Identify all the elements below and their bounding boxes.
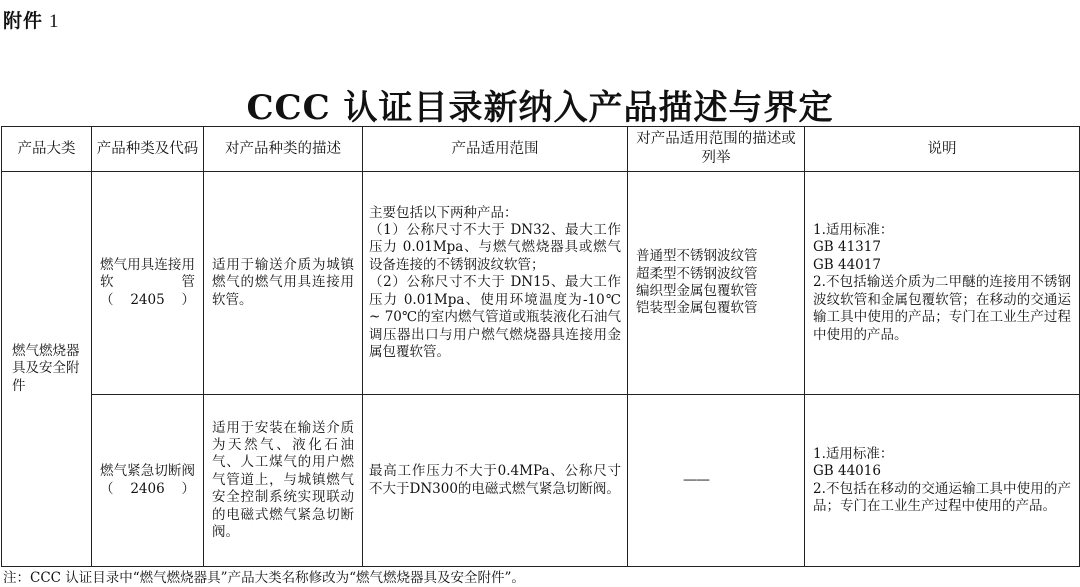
product-table <box>1 126 1080 567</box>
product-code: （2405） <box>100 291 195 308</box>
attachment-number: 1 <box>49 11 60 32</box>
category-cell <box>2 172 92 567</box>
table-header-row <box>2 127 1080 172</box>
product-description-cell <box>204 172 363 395</box>
column-header-scope-list: 对产品适用范围的描述或列举 <box>628 127 805 172</box>
table-row <box>2 172 1080 395</box>
empty-dash: —— <box>683 471 709 488</box>
category-text: 燃气燃烧器具及安全附件 <box>12 342 80 394</box>
note-exclusion: 2.不包括输送介质为二甲醚的连接用不锈钢波纹软管和金属包覆软管；在移动的交通运输工具中使用的产品；专门在工业生产过程中使用的产品。 <box>813 274 1071 343</box>
scope-item-2: （2）公称尺寸不大于 DN15、最大工作压力 0.01Mpa、使用环境温度为-10℃ ~ 70℃的室内燃气管道或瓶装液化石油气调压器出口与用户燃气燃烧器具连接用金属包覆软管。 <box>369 274 621 360</box>
note-standard-label: 1.适用标准： <box>813 445 894 462</box>
scope-cell <box>363 395 628 567</box>
document-title: CCC 认证目录新纳入产品描述与界定 <box>246 88 834 128</box>
product-code-cell <box>92 172 204 395</box>
scope-text: 最高工作压力不大于0.4MPa、公称尺寸不大于DN300的电磁式燃气紧急切断阀。 <box>369 463 621 497</box>
footnote: 注：CCC 认证目录中“燃气燃烧器具”产品大类名称修改为“燃气燃烧器具及安全附件”。 <box>3 570 525 586</box>
product-description-cell <box>204 395 363 567</box>
column-header-notes: 说明 <box>805 127 1080 172</box>
scope-list-cell <box>628 395 805 567</box>
attachment-label <box>3 6 60 33</box>
notes-cell <box>805 395 1080 567</box>
note-standard: GB 41317 <box>813 239 881 256</box>
note-exclusion: 2.不包括在移动的交通运输工具中使用的产品；专门在工业生产过程中使用的产品。 <box>813 480 1071 514</box>
column-header-code: 产品种类及代码 <box>92 127 204 172</box>
note-standard: GB 44017 <box>813 256 881 273</box>
product-code-cell <box>92 395 204 567</box>
scope-item-1: （1）公称尺寸不大于 DN32、最大工作压力 0.01Mpa、与燃气燃烧器具或燃气设备连接的不锈钢波纹软管； <box>369 222 621 273</box>
attachment-label-text: 附件 <box>3 10 44 32</box>
notes-cell <box>805 172 1080 395</box>
scope-intro: 主要包括以下两种产品： <box>369 204 518 221</box>
table-row <box>2 395 1080 567</box>
list-item: 编织型金属包覆软管 <box>636 283 758 299</box>
product-description: 适用于输送介质为城镇燃气的燃气用具连接用软管。 <box>212 256 354 308</box>
product-name: 燃气用具连接用软管 <box>100 256 195 291</box>
list-item: 铠装型金属包覆软管 <box>636 300 758 317</box>
note-standard: GB 44016 <box>813 463 881 480</box>
scope-cell <box>363 172 628 395</box>
note-standard-label: 1.适用标准： <box>813 222 894 239</box>
product-code: （2406） <box>100 480 195 497</box>
product-name: 燃气紧急切断阀 <box>100 463 195 480</box>
list-item: 超柔型不锈钢波纹管 <box>636 265 758 282</box>
product-description: 适用于安装在输送介质为天然气、液化石油气、人工煤气的用户燃气管道上，与城镇燃气安全控制系统实现联动的电磁式燃气紧急切断阀。 <box>212 419 354 541</box>
scope-list-cell <box>628 172 805 395</box>
list-item: 普通型不锈钢波纹管 <box>636 248 758 265</box>
column-header-scope: 产品适用范围 <box>363 127 628 172</box>
column-header-description: 对产品种类的描述 <box>204 127 363 172</box>
column-header-category: 产品大类 <box>2 127 92 172</box>
